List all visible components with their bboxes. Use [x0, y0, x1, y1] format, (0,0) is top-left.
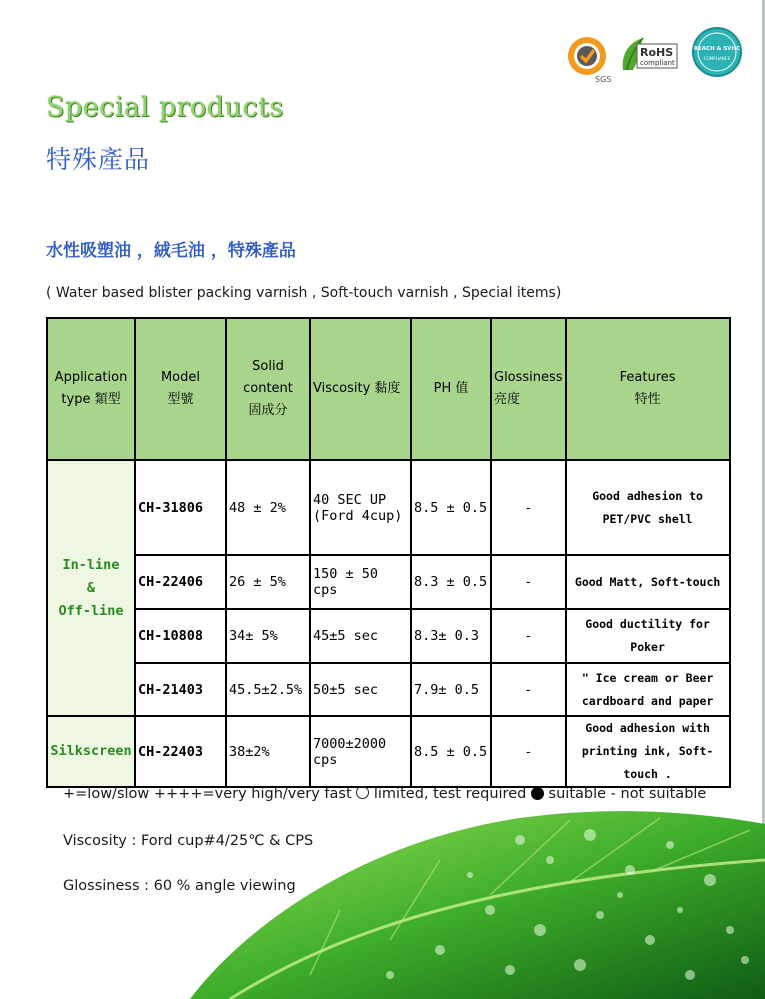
cell-gloss: - — [491, 555, 566, 609]
group-silkscreen: Silkscreen — [47, 716, 135, 787]
header-text: Viscosity 黏度 — [313, 381, 401, 396]
header-text: Model — [160, 370, 201, 385]
header-text: 固成分 — [248, 403, 288, 418]
cell-model: CH-22403 — [135, 716, 226, 787]
header-text: 亮度 — [494, 392, 521, 407]
cell-text: 45±5 sec — [313, 628, 379, 644]
header-text: 型號 — [167, 392, 194, 407]
cell-viscosity — [310, 663, 411, 716]
cell-model: CH-21403 — [135, 663, 226, 716]
header-text: 特性 — [634, 392, 661, 407]
section-title: 水性吸塑油 ，絨毛油 ，特殊產品 — [46, 241, 296, 261]
legend-scale-text: +=low/slow ++++=very high/very fast — [63, 786, 352, 802]
cell-text: Good adhesion to — [592, 488, 703, 503]
group-text: Off-line — [58, 602, 124, 619]
cell-text: 7000±2000 — [313, 735, 387, 752]
cell-text: " Ice cream or Beer — [581, 670, 714, 685]
header-text: content — [243, 381, 293, 396]
cell-text: 50±5 sec — [313, 681, 379, 698]
cell-solid: 26 ± 5% — [226, 555, 310, 609]
header-text: Features — [619, 370, 676, 385]
cell-solid: 38±2% — [226, 716, 310, 787]
group-text: In-line — [62, 556, 120, 573]
sgs-text: SGS — [595, 75, 612, 84]
cell-text: 40 SEC UP — [313, 491, 387, 508]
header-glossiness — [491, 318, 566, 460]
cell-viscosity — [310, 460, 411, 555]
cell-text: PET/PVC shell — [602, 511, 693, 526]
page-title-english: Special products — [46, 92, 284, 123]
reach-text: REACH & SVHC — [693, 46, 741, 52]
cell-ph: 8.3± 0.3 — [411, 609, 491, 663]
cell-gloss: - — [491, 716, 566, 787]
legend-not-suitable-text: - not suitable — [610, 786, 707, 802]
cell-ph: 7.9± 0.5 — [411, 663, 491, 716]
cell-text: Good adhesion with — [585, 721, 710, 735]
header-model — [135, 318, 226, 460]
reach-compliance-text: COMPLIANCE — [703, 56, 731, 61]
cell-text: Good Matt, Soft-touch — [574, 574, 721, 589]
cell-text: cps — [313, 751, 338, 768]
table-row — [47, 609, 730, 663]
cell-ph: 8.5 ± 0.5 — [411, 716, 491, 787]
cell-model: CH-10808 — [135, 609, 226, 663]
cell-ph: 8.5 ± 0.5 — [411, 460, 491, 555]
cell-text: Good ductility for Poker — [585, 617, 710, 654]
cell-ph: 8.3 ± 0.5 — [411, 555, 491, 609]
cell-model: CH-31806 — [135, 460, 226, 555]
cell-features — [566, 460, 730, 555]
header-text: Application — [54, 370, 128, 385]
header-text: PH 值 — [433, 381, 469, 396]
rohs-compliant-text: compliant — [640, 59, 675, 67]
cell-features — [566, 555, 730, 609]
cell-gloss: - — [491, 609, 566, 663]
sgs-logo-icon — [565, 34, 615, 84]
legend-line — [63, 786, 706, 802]
cell-features — [566, 716, 730, 787]
cell-gloss: - — [491, 460, 566, 555]
cell-solid: 34± 5% — [226, 609, 310, 663]
cell-viscosity — [310, 609, 411, 663]
header-text: Glossiness — [494, 370, 563, 385]
certification-logos — [565, 24, 745, 84]
table-header-row — [47, 318, 730, 460]
filled-circle-icon — [531, 787, 544, 800]
open-circle-icon — [356, 786, 369, 799]
cell-text: printing ink, Soft-touch . — [581, 744, 714, 781]
group-inline-offline — [47, 460, 135, 716]
glossiness-note: Glossiness : 60 % angle viewing — [63, 878, 296, 894]
cell-model: CH-22406 — [135, 555, 226, 609]
header-ph — [411, 318, 491, 460]
header-application-type — [47, 318, 135, 460]
cell-viscosity — [310, 555, 411, 609]
header-text: type 類型 — [61, 392, 121, 407]
table-row — [47, 555, 730, 609]
cell-text: (Ford 4cup) — [313, 507, 403, 524]
product-spec-table — [46, 317, 731, 788]
legend-suitable-text: suitable — [548, 786, 607, 802]
cell-text: cardboard and paper — [581, 693, 714, 708]
cell-solid: 45.5±2.5% — [226, 663, 310, 716]
cell-viscosity — [310, 716, 411, 787]
page-title-chinese: 特殊產品 — [46, 145, 151, 174]
cell-features — [566, 609, 730, 663]
header-viscosity — [310, 318, 411, 460]
cell-solid: 48 ± 2% — [226, 460, 310, 555]
group-text: & — [86, 579, 96, 596]
table-row — [47, 716, 730, 787]
reach-svhc-logo-icon — [691, 26, 743, 78]
section-subtitle: ( Water based blister packing varnish , Soft-touch varnish , Special items) — [46, 285, 562, 301]
table-row — [47, 460, 730, 555]
rohs-text: RoHS — [640, 46, 674, 59]
header-features — [566, 318, 730, 460]
green-leaf-image — [190, 800, 765, 999]
header-solid-content — [226, 318, 310, 460]
cell-gloss: - — [491, 663, 566, 716]
legend-limited-text: limited, test required — [373, 786, 527, 802]
header-text: Solid — [252, 359, 284, 374]
viscosity-note: Viscosity : Ford cup#4/25℃ & CPS — [63, 833, 314, 849]
cell-text: 150 ± 50 cps — [313, 566, 379, 598]
rohs-logo-icon — [619, 36, 679, 76]
cell-features — [566, 663, 730, 716]
table-row — [47, 663, 730, 716]
